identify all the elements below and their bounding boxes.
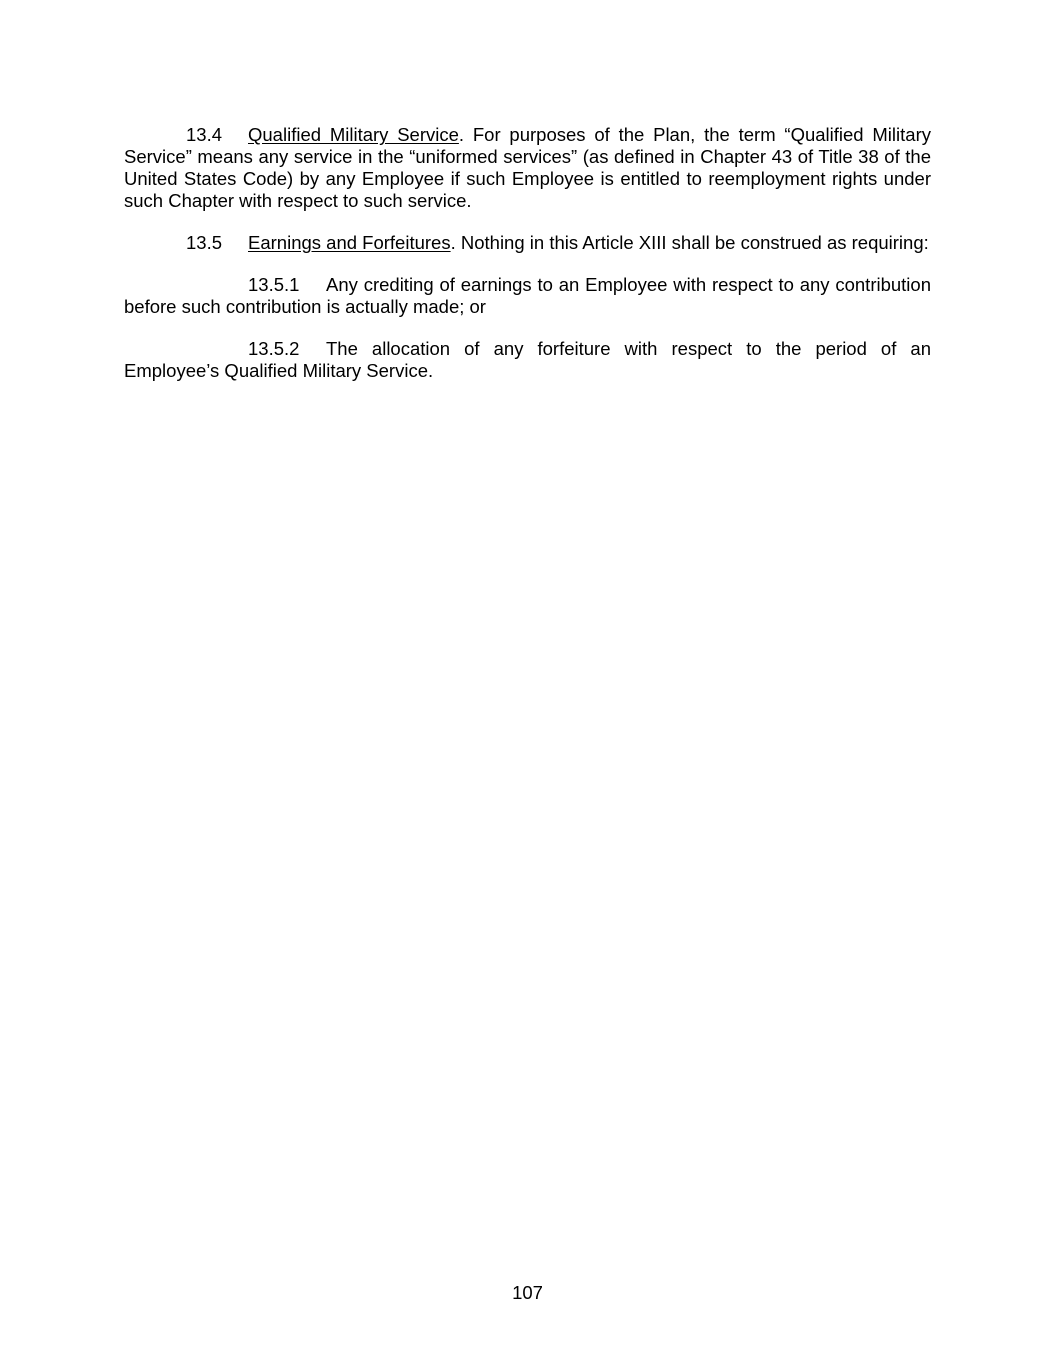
document-body (124, 124, 931, 402)
subsection-13-5-1 (124, 274, 931, 318)
page-number: 107 (512, 1282, 543, 1303)
subsection-text: Any crediting of earnings to an Employee with respect to any contribution before such contribution is actually made; or (124, 274, 931, 317)
section-number: 13.4 (186, 124, 223, 145)
section-13-5 (124, 232, 931, 254)
subsection-13-5-2 (124, 338, 931, 382)
section-text: . For purposes of the Plan, the term “Qualified Military Service” means any service in the “uniformed services” (as defined in Chapter 43 of Title 38 of the United States Code) by any Employee if such Employee is entitled to reemployment rights under such Chapter with respect to such service. (124, 124, 931, 211)
subsection-number: 13.5.2 (248, 338, 300, 359)
subsection-number: 13.5.1 (248, 274, 300, 295)
section-13-4 (124, 124, 931, 212)
section-number: 13.5 (186, 232, 223, 253)
section-text: . Nothing in this Article XIII shall be construed as requiring: (450, 232, 929, 253)
section-heading: Earnings and Forfeitures (248, 232, 451, 253)
subsection-text: The allocation of any forfeiture with respect to the period of an Employee’s Qualified Military Service. (124, 338, 931, 381)
section-heading: Qualified Military Service (248, 124, 459, 145)
